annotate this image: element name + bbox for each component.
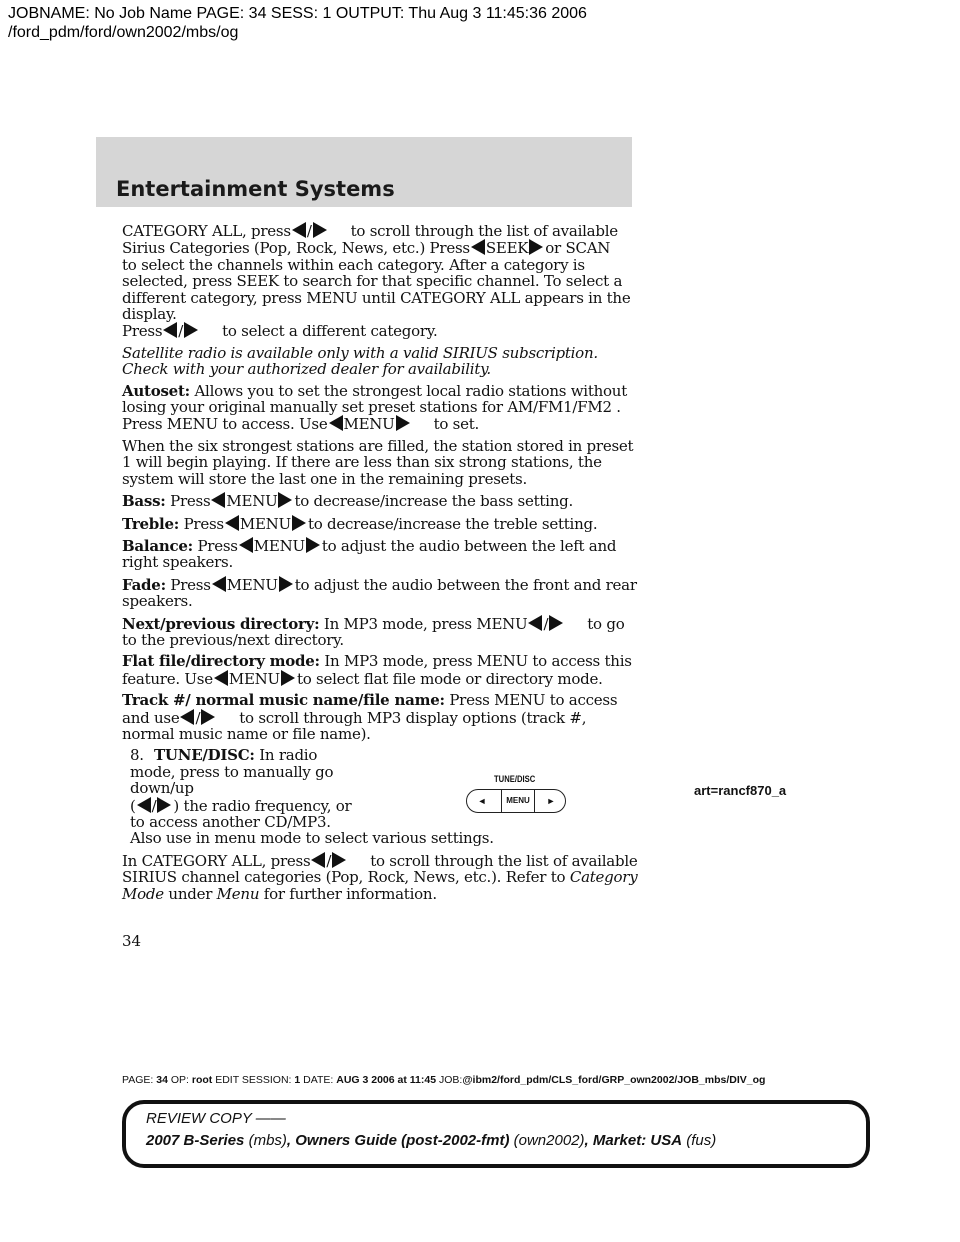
right-arrow-icon (281, 670, 295, 686)
menu-label: MENU (226, 492, 278, 511)
job-header (8, 4, 908, 42)
slash: / (151, 796, 157, 815)
footer-value: 34 (156, 1074, 168, 1086)
paragraph-bass (122, 492, 638, 509)
text-run: Press (122, 322, 163, 341)
text-run: In MP3 mode, press MENU (323, 614, 528, 633)
art-reference: art=rancf870_a (694, 783, 787, 798)
text-run: ) the radio frequency, or to access another CD/MP3. (130, 796, 352, 831)
satellite-note: Satellite radio is available only with a valid SIRIUS subscription. Check with your authorized dealer for availability. (122, 343, 598, 379)
text-run: to adjust the audio between the front and rear speakers. (122, 575, 637, 611)
left-arrow-icon (212, 576, 226, 592)
paren: ( (130, 796, 136, 815)
job-header-line2: /ford_pdm/ford/own2002/mbs/og (8, 24, 239, 41)
text-run: to adjust the audio between the left and right speakers. (122, 536, 617, 572)
text-run: to decrease/increase the treble setting. (307, 514, 598, 533)
left-arrow-icon (471, 239, 485, 255)
footer-label: OP: (170, 1074, 189, 1086)
text-run: In MP3 mode, press MENU to access this feature. Use (122, 652, 632, 688)
right-arrow-icon (332, 852, 346, 868)
right-arrow-icon (549, 615, 563, 631)
market-label: , Market: (584, 1132, 647, 1149)
text-run: under (168, 884, 213, 903)
left-arrow-icon (239, 537, 253, 553)
left-arrow-icon (225, 515, 239, 531)
right-arrow-icon (201, 709, 215, 725)
right-arrow-icon (306, 537, 320, 553)
paragraph-flat-file (122, 653, 638, 687)
tune-disc-label: TUNE/DISC: (154, 746, 255, 765)
right-arrow-icon (396, 415, 410, 431)
right-arrow-icon (279, 576, 293, 592)
footer-value: AUG 3 2006 at 11:45 (336, 1074, 437, 1086)
paragraph-track (122, 692, 638, 742)
text-run: In CATEGORY ALL, press (122, 851, 311, 870)
footer-label: PAGE: (122, 1074, 154, 1086)
tune-disc-control-illustration (466, 789, 566, 813)
left-arrow-icon (180, 709, 194, 725)
paragraph-category-all (122, 222, 638, 340)
review-copy-box (122, 1100, 870, 1168)
text-run: to select the channels within each category. After a category is selected, press SEEK to search for that specific channel. To select a different category, press MENU until CATEGORY ALL appears in the display. (122, 255, 631, 324)
text-run: to scroll through the list of available (350, 222, 618, 240)
paragraph-next-previous (122, 615, 638, 649)
review-copy-line: REVIEW COPY —— (146, 1110, 286, 1127)
paragraph-balance (122, 537, 638, 571)
tune-disc-figure-label: TUNE/DISC (494, 774, 536, 784)
right-arrow-icon (292, 515, 306, 531)
right-arrow-icon (278, 492, 292, 508)
balance-label: Balance: (122, 536, 193, 555)
text-run: Press (170, 492, 211, 511)
review-model-line (146, 1132, 716, 1149)
category-mode-ref: Category Mode (122, 868, 638, 903)
bass-label: Bass: (122, 492, 166, 511)
footer-value: @ibm2/ford_pdm/CLS_ford/GRP_own2002/JOB_mbs/DIV_og (462, 1074, 766, 1086)
page-number: 34 (122, 932, 142, 950)
left-arrow-icon (137, 797, 151, 813)
tune-right-arrow-icon: ► (546, 796, 556, 806)
text-run: or SCAN (545, 239, 611, 258)
left-arrow-icon (311, 852, 325, 868)
text-run: to go to the previous/next directory. (122, 614, 625, 649)
tune-left-arrow-icon: ◄ (477, 796, 487, 806)
job-header-line1: JOBNAME: No Job Name PAGE: 34 SESS: 1 OUTPUT: Thu Aug 3 11:45:36 2006 (8, 5, 587, 22)
text-run: Allows you to set the strongest local radio stations without losing your original manually set preset stations for AM/FM1/FM2 . Press MENU to access. Use (122, 381, 628, 434)
separator: , (286, 1132, 292, 1149)
text-run: Press (197, 536, 238, 555)
fade-label: Fade: (122, 575, 166, 594)
left-arrow-icon (329, 415, 343, 431)
slash: / (195, 708, 201, 727)
slash: / (306, 222, 312, 240)
left-arrow-icon (528, 615, 542, 631)
text-run: to select flat file mode or directory mode. (296, 669, 603, 688)
guide-name: Owners Guide (post-2002-fmt) (295, 1132, 510, 1149)
footer-label: JOB: (438, 1074, 463, 1086)
right-arrow-icon (157, 797, 171, 813)
menu-label: MENU (343, 415, 395, 434)
text-run: to scroll through MP3 display options (track #, normal music name or file name). (122, 708, 587, 743)
next-previous-label: Next/previous directory: (122, 614, 320, 633)
section-header-bar (96, 137, 632, 207)
right-arrow-icon (313, 222, 327, 238)
slash: / (543, 614, 549, 633)
footer-value: root (191, 1074, 213, 1086)
text-run: to set. (433, 415, 480, 434)
text-run: CATEGORY ALL, press (122, 222, 291, 240)
text-run: In radio mode, press to manually go down/up (130, 746, 334, 798)
paragraph-fade (122, 576, 638, 610)
model-name: 2007 B-Series (146, 1132, 245, 1149)
section-title: Entertainment Systems (116, 177, 395, 201)
right-arrow-icon (529, 239, 543, 255)
track-label: Track #/ normal music name/file name: (122, 691, 445, 710)
left-arrow-icon (163, 322, 177, 338)
paragraph-in-category-all (122, 852, 638, 902)
menu-ref: Menu (216, 884, 260, 903)
text-run: Press (183, 514, 224, 533)
right-arrow-icon (184, 322, 198, 338)
text-run: Press (170, 575, 211, 594)
model-code: (mbs) (248, 1132, 287, 1149)
menu-label: MENU (253, 536, 305, 555)
treble-label: Treble: (122, 514, 180, 533)
text-run: to decrease/increase the bass setting. (294, 492, 574, 511)
market-code: (fus) (686, 1132, 717, 1149)
tune-menu-label: MENU (501, 790, 535, 812)
footer-value: 1 (294, 1074, 301, 1086)
menu-label: MENU (228, 669, 280, 688)
footer-label: DATE: (303, 1074, 334, 1086)
paragraph-six-strongest: When the six strongest stations are filled, the station stored in preset 1 will begin playing. If there are less than six strong stations, the system will store the last one in the remaining presets. (122, 436, 634, 488)
text-run: to scroll through the list of available SIRIUS channel categories (Pop, Rock, News, etc.). Refer to (122, 851, 638, 887)
slash: / (178, 322, 184, 341)
slash: / (326, 851, 332, 870)
text-run: for further information. (263, 884, 437, 903)
autoset-label: Autoset: (122, 381, 190, 400)
text-run: Also use in menu mode to select various settings. (130, 829, 494, 848)
left-arrow-icon (214, 670, 228, 686)
market-value: USA (650, 1132, 683, 1149)
menu-label: MENU (226, 575, 278, 594)
menu-label: MENU (239, 514, 291, 533)
footer-label: EDIT SESSION: (215, 1074, 292, 1086)
flat-file-label: Flat file/directory mode: (122, 652, 320, 671)
item-number: 8. (130, 746, 144, 765)
left-arrow-icon (211, 492, 225, 508)
left-arrow-icon (292, 222, 306, 238)
paragraph-treble (122, 515, 638, 532)
seek-label: SEEK (485, 239, 529, 258)
text-run: to select a different category. (222, 322, 438, 341)
paragraph-autoset (122, 383, 638, 433)
guide-code: (own2002) (513, 1132, 585, 1149)
text-run: Press MENU to access and use (122, 691, 618, 727)
text-run: Sirius Categories (Pop, Rock, News, etc.) Press (122, 239, 470, 258)
footer-job-line (122, 1074, 952, 1086)
